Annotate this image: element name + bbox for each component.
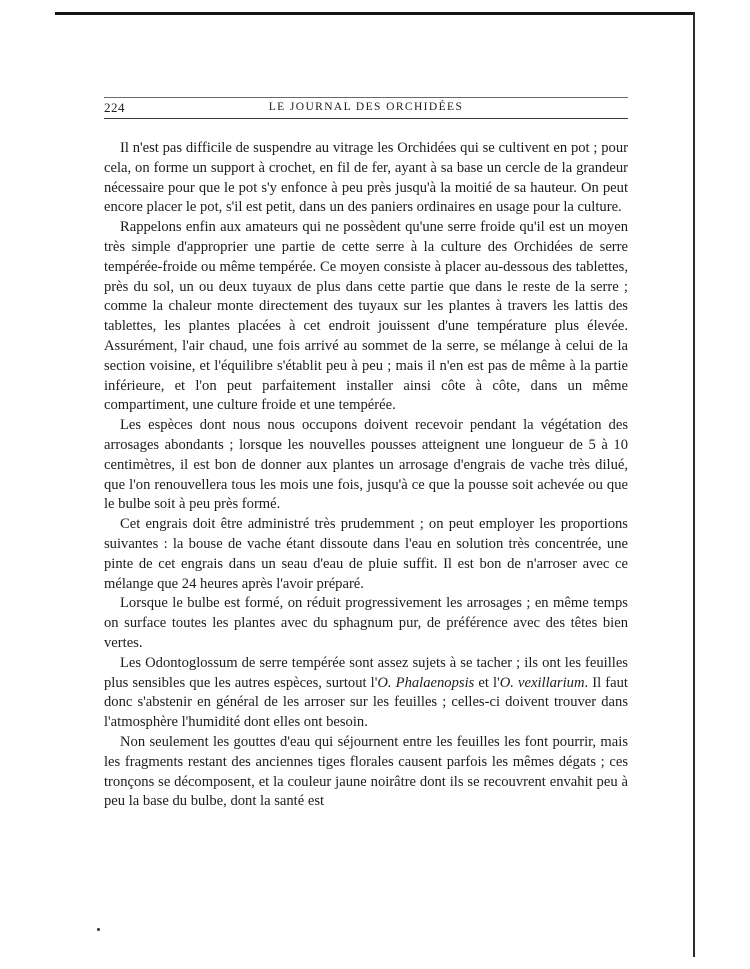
paragraph-6-text-after: . Il faut donc s'abstenir en général de les arroser sur les feuilles ; celles-ci doivent trouver dans l'atmosphère l'humidité dont elles ont besoin.: [104, 674, 628, 731]
paragraph-5: Lorsque le bulbe est formé, on réduit progressivement les arrosages ; en même temps on surface toutes les plantes avec du sphagnum pur, de préférence avec des têtes bien vertes.: [104, 595, 628, 651]
scan-right-edge: [693, 12, 695, 957]
book-page: [104, 98, 628, 812]
ink-speck: [97, 928, 100, 931]
page-number: 224: [104, 100, 125, 115]
header-rule: [104, 97, 628, 98]
paragraph-3: Les espèces dont nous nous occupons doivent recevoir pendant la végétation des arrosages abondants ; lorsque les nouvelles pousses atteignent une longueur de 5 à 10 centimètres, il est bon de donner aux plantes un arrosage d'engrais de vache très dilué, que l'on renouvellera tous les mois une fois, jusqu'à ce que la pousse soit achevée ou que le bulbe soit à peu près formé.: [104, 417, 628, 513]
paragraph-6-text-before: Les Odontoglossum de serre tempérée sont assez sujets à se tacher ; ils ont les feuilles plus sensibles que les autres espèces, surtout l': [104, 654, 628, 691]
article-body: [104, 139, 628, 812]
paragraph-6-text-middle: et l': [474, 674, 500, 691]
running-title: LE JOURNAL DES ORCHIDÉES: [268, 101, 464, 113]
scan-top-edge: [55, 12, 695, 15]
paragraph-7: Non seulement les gouttes d'eau qui séjournent entre les feuilles les font pourrir, mais les fragments restant des anciennes tiges florales causent parfois les mêmes dégats ; ces tronçons se décomposent, et la couleur jaune noirâtre dont ils se recouvrent envahit peu à peu la base du bulbe, dont la santé est: [104, 733, 628, 810]
species-name-phalaenopsis: O. Phalaenopsis: [377, 674, 475, 691]
paragraph-2: Rappelons enfin aux amateurs qui ne possèdent qu'une serre froide qu'il est un moyen très simple d'approprier une partie de cette serre à la culture des Orchidées de serre tempérée-froide ou même tempérée. Ce moyen consiste à placer au-dessous des tablettes, près du sol, un ou deux tuyaux de plus dans cette partie que dans le reste de la serre ; comme la chaleur monte directement des tuyaux sur les plantes à travers les lattis des tablettes, les plantes placées à cet endroit jouissent d'une température plus élevée. Assurément, l'air chaud, une fois arrivé au sommet de la serre, se mélange à celui de la section voisine, et l'équilibre s'établit peu à peu ; mais il n'en est pas de même à la partie inférieure, et l'on peut parfaitement installer ainsi côte à côte, dans un même compartiment, une culture froide et une tempérée.: [104, 219, 628, 414]
species-name-vexillarium: O. vexillarium: [499, 674, 585, 691]
page-header: [104, 98, 628, 119]
paragraph-6: [104, 654, 628, 733]
paragraph-1: Il n'est pas difficile de suspendre au vitrage les Orchidées qui se cultivent en pot ; pour cela, on forme un support à crochet, en fil de fer, ayant à sa base un cercle de la grandeur nécessaire pour que le pot s'y enfonce à peu près jusqu'à la moitié de sa hauteur. On peut encore placer le pot, s'il est petit, dans un des paniers ordinaires en usage pour la culture.: [104, 140, 628, 216]
paragraph-4: Cet engrais doit être administré très prudemment ; on peut employer les proportions suivantes : la bouse de vache étant dissoute dans l'eau en solution très concentrée, une pinte de cet engrais dans un seau d'eau de pluie suffit. Il est bon de n'arroser avec ce mélange que 24 heures après l'avoir préparé.: [104, 516, 628, 592]
